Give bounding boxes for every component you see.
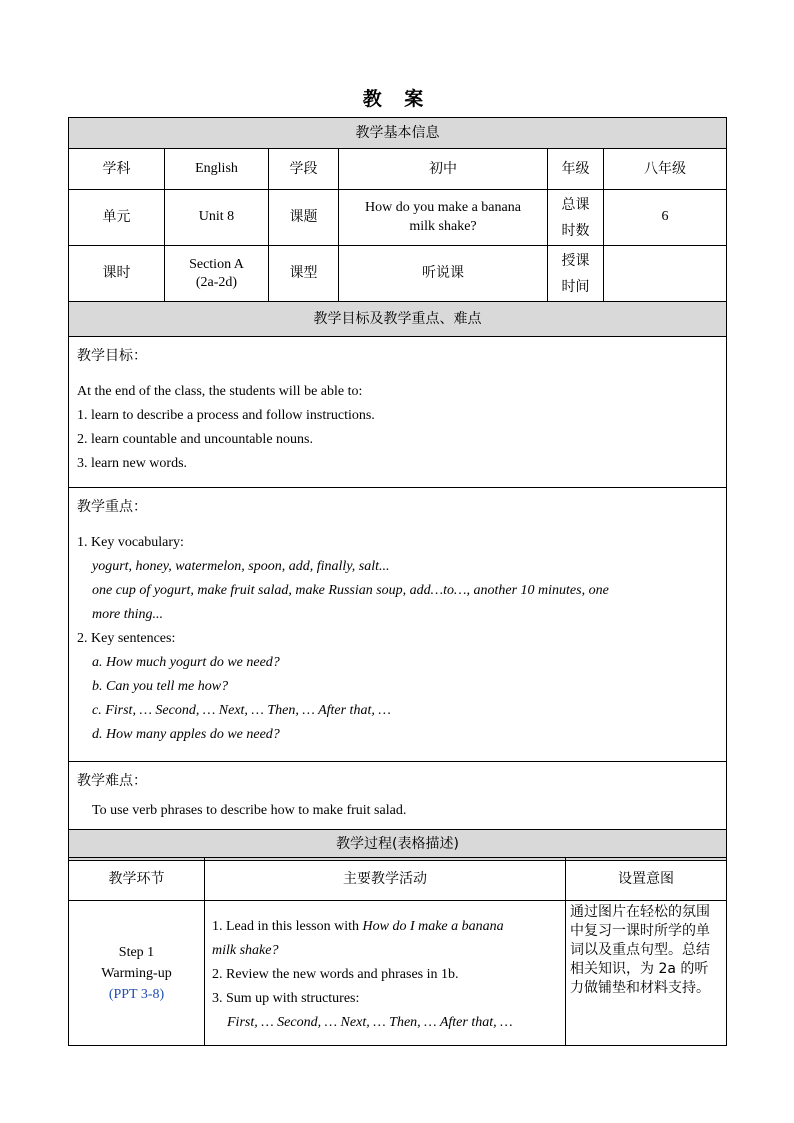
type-value: 听说课 bbox=[339, 246, 548, 302]
activity-line-1b: milk shake? bbox=[212, 943, 279, 958]
objectives-title: 教学目标： bbox=[77, 348, 147, 364]
step-subname: Warming-up bbox=[101, 965, 172, 981]
grade-value: 八年级 bbox=[604, 149, 727, 190]
unit-label: 单元 bbox=[69, 190, 165, 246]
total-label-line1: 总课 bbox=[561, 196, 590, 213]
subject-value: English bbox=[165, 149, 269, 190]
sentence-line: b. Can you tell me how? bbox=[92, 678, 229, 694]
sentence-line: c. First, … Second, … Next, … Then, … After that, … bbox=[92, 702, 391, 718]
objective-line: 1. learn to describe a process and follow instructions. bbox=[77, 407, 375, 423]
stage-label: 学段 bbox=[269, 149, 339, 190]
total-hours-label bbox=[548, 190, 604, 246]
process-header: 教学过程(表格描述) bbox=[69, 829, 727, 860]
process-table bbox=[68, 857, 727, 1046]
period-line1: Section A bbox=[189, 256, 244, 272]
lesson-plan-table bbox=[68, 117, 727, 861]
time-label-line1: 授课 bbox=[561, 252, 590, 269]
goals-header: 教学目标及教学重点、难点 bbox=[69, 302, 727, 337]
type-label: 课型 bbox=[269, 246, 339, 302]
vocab-label: 1. Key vocabulary: bbox=[77, 534, 184, 550]
period-label: 课时 bbox=[69, 246, 165, 302]
teaching-time-label bbox=[548, 246, 604, 302]
objective-line: 2. learn countable and uncountable nouns. bbox=[77, 431, 313, 447]
topic-value: How do you make a banana milk shake? bbox=[339, 190, 548, 246]
objective-line: 3. learn new words. bbox=[77, 455, 188, 471]
teaching-time-value bbox=[604, 246, 727, 302]
step-ppt-ref: (PPT 3-8) bbox=[108, 986, 165, 1002]
unit-value: Unit 8 bbox=[165, 190, 269, 246]
difficulty-line: To use verb phrases to describe how to make fruit salad. bbox=[92, 802, 407, 818]
period-value bbox=[165, 246, 269, 302]
activity-1-italic: How do I make a banana bbox=[362, 919, 504, 934]
sentence-line: d. How many apples do we need? bbox=[92, 726, 280, 742]
activity-line-1 bbox=[212, 915, 559, 939]
total-label-line2: 时数 bbox=[561, 222, 590, 239]
purpose-cell: 通过图片在轻松的氛围中复习一课时所学的单词以及重点句型。总结相关知识，为 2a 的听力做铺垫和材料支持。 bbox=[566, 901, 727, 1046]
objective-line: At the end of the class, the students will be able to: bbox=[77, 383, 363, 399]
vocab-line: one cup of yogurt, make fruit salad, make Russian soup, add…to…, another 10 minutes, one bbox=[92, 582, 609, 598]
vocab-line: yogurt, honey, watermelon, spoon, add, finally, salt... bbox=[92, 558, 390, 574]
activity-cell bbox=[205, 901, 566, 1046]
activity-1-plain: 1. Lead in this lesson with bbox=[212, 919, 363, 934]
stage-value: 初中 bbox=[339, 149, 548, 190]
step-cell bbox=[69, 901, 205, 1046]
objectives-section bbox=[69, 337, 727, 488]
basic-info-header: 教学基本信息 bbox=[69, 118, 727, 149]
document-title: 教 案 bbox=[362, 88, 432, 110]
activity-structures: First, … Second, … Next, … Then, … After that, … bbox=[227, 1015, 513, 1030]
period-line2: (2a-2d) bbox=[195, 274, 238, 290]
col-purpose-header: 设置意图 bbox=[566, 858, 727, 901]
activity-line-2: 2. Review the new words and phrases in 1b. bbox=[212, 967, 459, 982]
difficulty-title: 教学难点： bbox=[77, 773, 147, 789]
vocab-line: more thing... bbox=[92, 606, 164, 622]
total-hours-value: 6 bbox=[604, 190, 727, 246]
activity-line-3: 3. Sum up with structures: bbox=[212, 991, 360, 1006]
sentences-label: 2. Key sentences: bbox=[77, 630, 176, 646]
difficulty-section bbox=[69, 762, 727, 830]
sentence-line: a. How much yogurt do we need? bbox=[92, 654, 280, 670]
subject-label: 学科 bbox=[69, 149, 165, 190]
grade-label: 年级 bbox=[548, 149, 604, 190]
topic-label: 课题 bbox=[269, 190, 339, 246]
step-name: Step 1 bbox=[118, 944, 155, 960]
key-points-section bbox=[69, 488, 727, 762]
key-points-title: 教学重点： bbox=[77, 499, 147, 515]
col-activity-header: 主要教学活动 bbox=[205, 858, 566, 901]
time-label-line2: 时间 bbox=[561, 278, 590, 295]
col-step-header: 教学环节 bbox=[69, 858, 205, 901]
